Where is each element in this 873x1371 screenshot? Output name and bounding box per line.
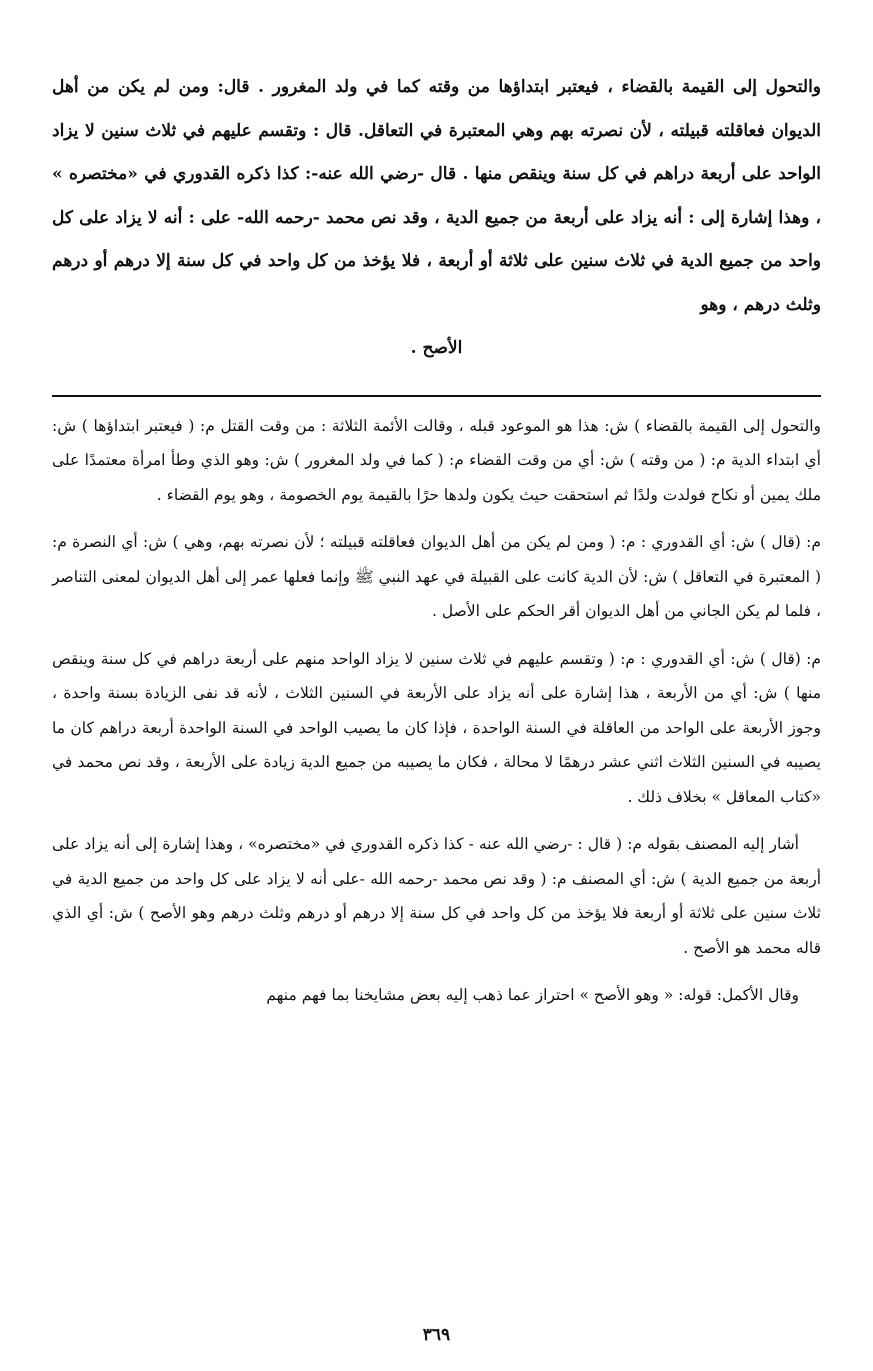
footnote-divider [52, 395, 821, 397]
main-text [52, 66, 821, 371]
commentary-paragraph-1: والتحول إلى القيمة بالقضاء ) ش: هذا هو الموعود قبله ، وقالت الأئمة الثلاثة : من وقت القتل م: ( فيعتبر ابتداؤها ) ش: أي ابتداء الدية م: ( من وقته ) ش: أي من وقت القضاء م: ( كما في ولد المغرور ) ش: وهو الذي وطأ امرأة معتمدًا على ملك يمين أو نكاح فولدت ولدًا ثم استحقت حيث يكون ولدها حرًا بالقيمة يوم الخصومة ، وهو يوم القضاء . [52, 416, 821, 504]
main-text-paragraph: والتحول إلى القيمة بالقضاء ، فيعتبر ابتداؤها من وقته كما في ولد المغرور . قال: ومن لم يكن من أهل الديوان فعاقلته قبيلته ، لأن نصرته بهم وهي المعتبرة في التعاقل. قال : وتقسم عليهم في ثلاث سنين لا يزاد الواحد على أربعة دراهم في كل سنة وينقص منها . قال -رضي الله عنه-: كذا ذكره القدوري في «مختصره » ، وهذا إشارة إلى : أنه يزاد على أربعة من جميع الدية ، وقد نص محمد -رحمه الله- على : أنه لا يزاد على كل واحد من جميع الدية في ثلاث سنين على ثلاثة أو أربعة ، فلا يؤخذ من كل واحد في كل سنة إلا درهم أو درهم وثلث درهم ، وهو [52, 77, 821, 315]
book-page [52, 66, 821, 1371]
commentary-paragraph-3: م: (قال ) ش: أي القدوري : م: ( وتقسم عليهم في ثلاث سنين لا يزاد الواحد منهم على أربعة دراهم في كل سنة وينقص منها ) ش: أي من الأربعة ، هذا إشارة على أنه يزاد على الأربعة في السنين الثلاث ، لأنه قد نفى الزيادة بسنة واحدة ، وجوز الأربعة على الواحد من العاقلة في السنة الواحدة ، فإذا كان ما يصيب الواحد في السنة الواحدة أربعة دراهم كان ما يصيبه في السنين الثلاث اثني عشر درهمًا لا محالة ، فكان ما يصيبه من جميع الدية زيادة على الأربعة ، وقد نص محمد في «كتاب المعاقل » بخلاف ذلك . [52, 649, 821, 806]
page-number: ٣٦٩ [422, 1325, 451, 1345]
main-text-last-line: الأصح . [410, 338, 463, 358]
commentary-paragraph-2: م: (قال ) ش: أي القدوري : م: ( ومن لم يكن من أهل الديوان فعاقلته قبيلته ؛ لأن نصرته بهم، وهي ) ش: أي النصرة م: ( المعتبرة في التعاقل ) ش: لأن الدية كانت على القبيلة في عهد النبي ﷺ وإنما فعلها عمر إلى أهل الديوان لمعنى التناصر ، فلما لم يكن الجاني من أهل الديوان أقر الحكم على الأصل . [52, 533, 821, 620]
commentary-paragraph-5: وقال الأكمل: قوله: « وهو الأصح » احتراز عما ذهب إليه بعض مشايخنا بما فهم منهم [266, 986, 799, 1004]
commentary [52, 409, 821, 1013]
commentary-paragraph-4: أشار إليه المصنف بقوله م: ( قال : -رضي الله عنه - كذا ذكره القدوري في «مختصره» ، وهذا إشارة إلى أنه يزاد على أربعة من جميع الدية ) ش: أي المصنف م: ( وقد نص محمد -رحمه الله -على أنه لا يزاد على كل واحد من جميع الدية في ثلاث سنين على ثلاثة أو أربعة فلا يؤخذ من كل واحد في كل سنة إلا درهم أو درهم وثلث درهم وهو الأصح ) ش: أي الذي قاله محمد هو الأصح . [52, 835, 821, 957]
